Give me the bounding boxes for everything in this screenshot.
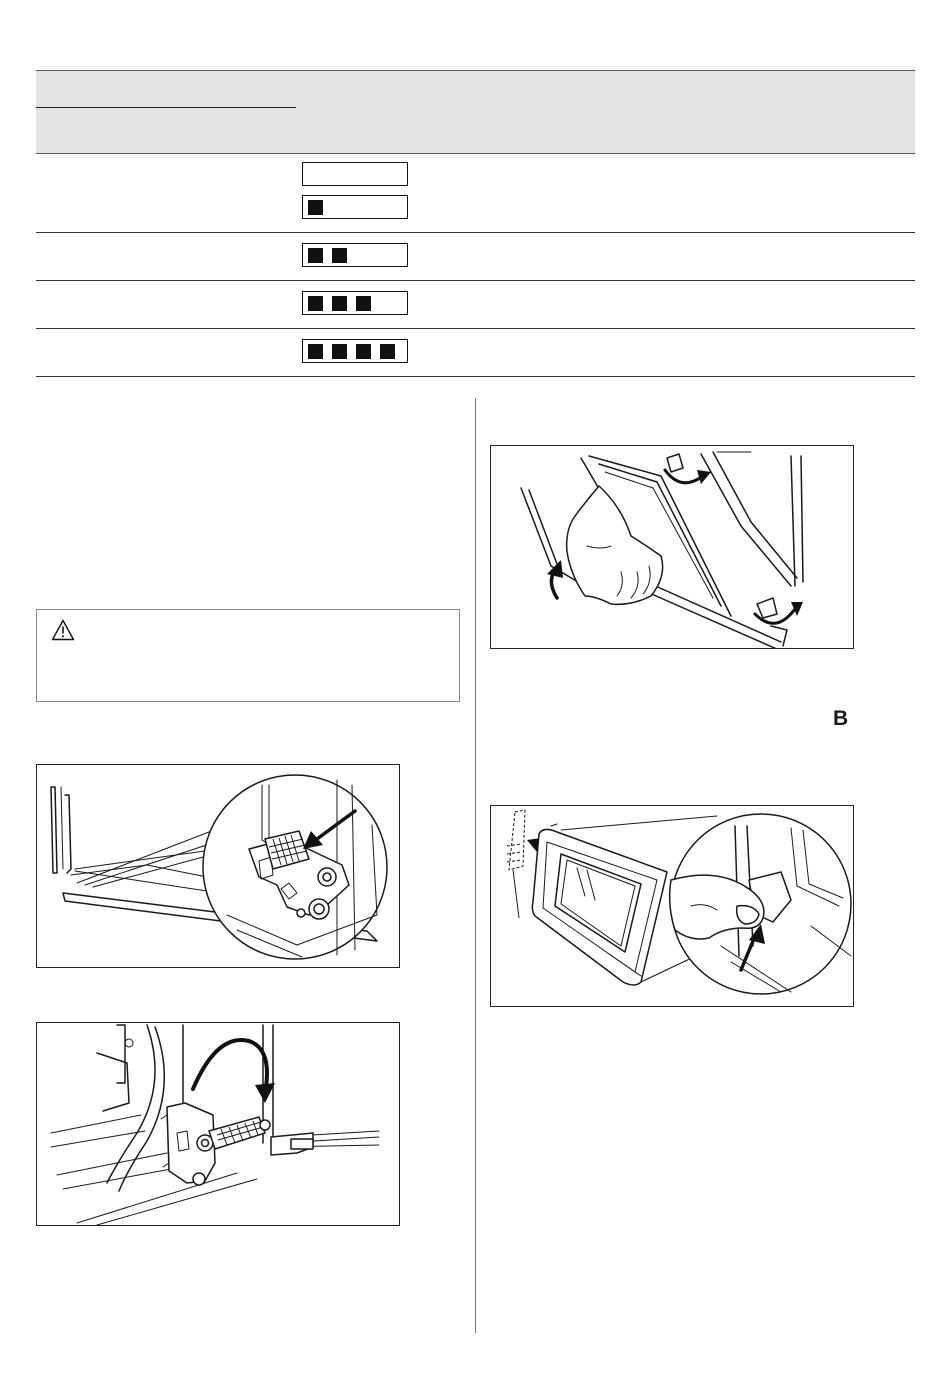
indicator-segment [332, 344, 347, 359]
indicator-segment [332, 296, 347, 311]
indicator-level-0 [302, 162, 408, 186]
column-divider [475, 398, 476, 1333]
table-row-divider [36, 280, 915, 281]
indicator-segment [356, 344, 371, 359]
indicator-segment [356, 296, 371, 311]
indicator-segment [308, 296, 323, 311]
indicator-level-3 [302, 291, 408, 315]
header-divider [36, 107, 296, 108]
indicator-segment [332, 248, 347, 263]
indicator-level-1 [302, 195, 408, 219]
lift-arrow-icon [547, 560, 563, 598]
indicator-level-2 [302, 243, 408, 267]
figure-marker-b: B [833, 707, 849, 730]
table-row-divider [36, 328, 915, 329]
figure-hinge-release [36, 764, 400, 968]
indicator-level-4 [302, 339, 408, 363]
warning-triangle-icon [51, 619, 75, 641]
warning-box [36, 609, 460, 702]
figure-glass-panel [490, 805, 854, 1007]
figure-hinge-rotate [36, 1022, 400, 1226]
table-row-divider [36, 232, 915, 233]
figure-door-lift [490, 445, 854, 649]
table-header [36, 70, 915, 154]
indicator-segment [308, 200, 323, 215]
indicator-segment [308, 344, 323, 359]
table-bottom-line [36, 376, 915, 377]
indicator-segment [380, 344, 395, 359]
indicator-segment [308, 248, 323, 263]
